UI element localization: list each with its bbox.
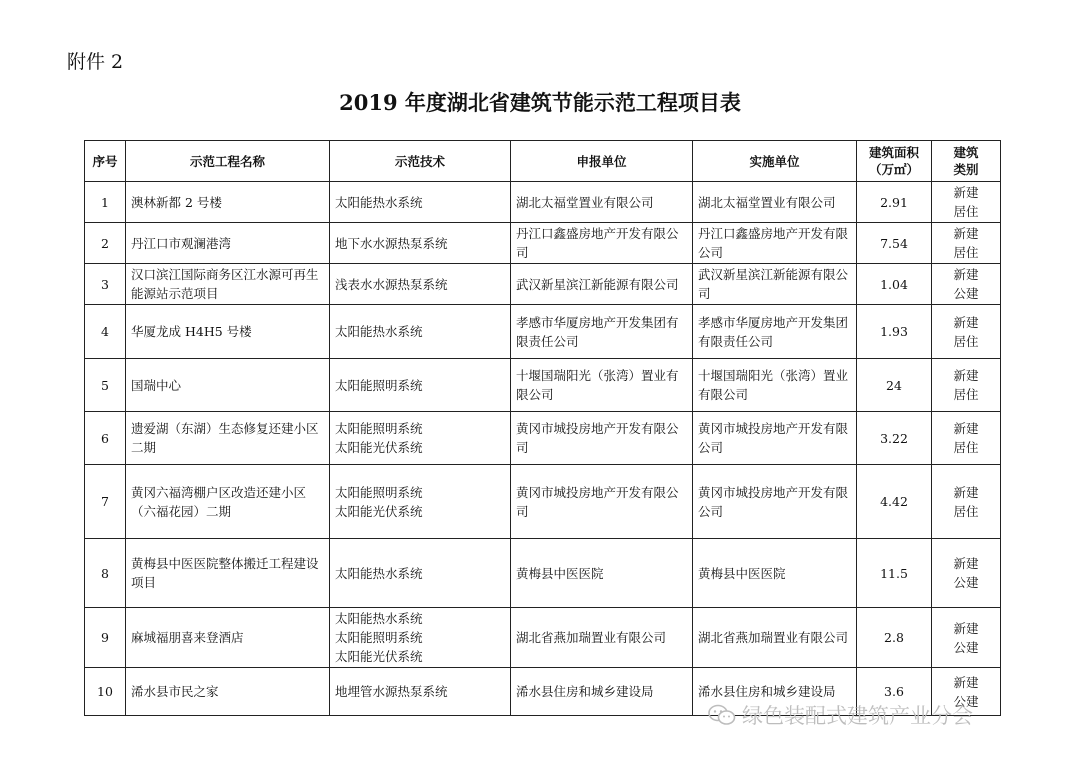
cell-area: 4.42 [857, 465, 932, 539]
col-header-type-line2: 类别 [953, 162, 979, 177]
cell-area: 1.93 [857, 305, 932, 359]
cell-implementer: 浠水县住房和城乡建设局 [693, 668, 857, 716]
cell-tech: 太阳能热水系统 [330, 182, 511, 223]
col-header-applicant: 申报单位 [511, 141, 693, 182]
cell-implementer: 孝感市华厦房地产开发集团有限责任公司 [693, 305, 857, 359]
cell-name: 黄冈六福湾棚户区改造还建小区（六福花园）二期 [126, 465, 330, 539]
project-table [84, 140, 1001, 716]
cell-no: 4 [85, 305, 126, 359]
cell-tech: 太阳能照明系统 [330, 359, 511, 412]
cell-implementer: 黄冈市城投房地产开发有限公司 [693, 465, 857, 539]
table-row [85, 223, 1001, 264]
cell-name: 黄梅县中医医院整体搬迁工程建设项目 [126, 539, 330, 608]
table-row [85, 539, 1001, 608]
cell-applicant: 黄冈市城投房地产开发有限公司 [511, 465, 693, 539]
page-title: 2019 年度湖北省建筑节能示范工程项目表 [339, 90, 741, 115]
cell-name: 浠水县市民之家 [126, 668, 330, 716]
cell-applicant: 黄冈市城投房地产开发有限公司 [511, 412, 693, 465]
cell-no: 2 [85, 223, 126, 264]
table-row [85, 359, 1001, 412]
watermark-text: 绿色装配式建筑产业分会 [742, 704, 973, 728]
cell-type: 新建 公建 [932, 264, 1001, 305]
cell-type: 新建 居住 [932, 412, 1001, 465]
cell-type: 新建 公建 [932, 608, 1001, 668]
cell-type: 新建 公建 [932, 539, 1001, 608]
cell-no: 5 [85, 359, 126, 412]
cell-name: 澳林新都 2 号楼 [126, 182, 330, 223]
cell-applicant: 浠水县住房和城乡建设局 [511, 668, 693, 716]
col-header-tech: 示范技术 [330, 141, 511, 182]
cell-tech: 太阳能照明系统 太阳能光伏系统 [330, 465, 511, 539]
cell-applicant: 孝感市华厦房地产开发集团有限责任公司 [511, 305, 693, 359]
cell-name: 国瑞中心 [126, 359, 330, 412]
col-header-no: 序号 [85, 141, 126, 182]
cell-type: 新建 居住 [932, 223, 1001, 264]
cell-implementer: 黄冈市城投房地产开发有限公司 [693, 412, 857, 465]
cell-name: 华厦龙成 H4H5 号楼 [126, 305, 330, 359]
cell-applicant: 湖北省燕加瑞置业有限公司 [511, 608, 693, 668]
cell-name: 汉口滨江国际商务区江水源可再生能源站示范项目 [126, 264, 330, 305]
cell-name: 麻城福朋喜来登酒店 [126, 608, 330, 668]
cell-tech: 地下水水源热泵系统 [330, 223, 511, 264]
table-row [85, 412, 1001, 465]
cell-area: 2.8 [857, 608, 932, 668]
cell-no: 3 [85, 264, 126, 305]
cell-applicant: 黄梅县中医医院 [511, 539, 693, 608]
cell-area: 2.91 [857, 182, 932, 223]
table-row [85, 182, 1001, 223]
cell-applicant: 武汉新星滨江新能源有限公司 [511, 264, 693, 305]
cell-no: 7 [85, 465, 126, 539]
table-header-row [85, 141, 1001, 182]
cell-tech: 太阳能热水系统 [330, 305, 511, 359]
col-header-implementer: 实施单位 [693, 141, 857, 182]
cell-implementer: 湖北太福堂置业有限公司 [693, 182, 857, 223]
cell-type: 新建 公建 [932, 668, 1001, 716]
table-row [85, 305, 1001, 359]
cell-tech: 浅表水水源热泵系统 [330, 264, 511, 305]
col-header-name: 示范工程名称 [126, 141, 330, 182]
cell-area: 24 [857, 359, 932, 412]
cell-tech: 地埋管水源热泵系统 [330, 668, 511, 716]
cell-name: 丹江口市观澜港湾 [126, 223, 330, 264]
cell-type: 新建 居住 [932, 359, 1001, 412]
cell-tech: 太阳能热水系统 [330, 539, 511, 608]
cell-area: 3.22 [857, 412, 932, 465]
cell-area: 3.6 [857, 668, 932, 716]
cell-applicant: 丹江口鑫盛房地产开发有限公司 [511, 223, 693, 264]
cell-area: 1.04 [857, 264, 932, 305]
cell-tech: 太阳能热水系统 太阳能照明系统 太阳能光伏系统 [330, 608, 511, 668]
table-row [85, 465, 1001, 539]
cell-implementer: 湖北省燕加瑞置业有限公司 [693, 608, 857, 668]
attachment-label: 附件 2 [67, 51, 124, 73]
table-row [85, 608, 1001, 668]
cell-applicant: 湖北太福堂置业有限公司 [511, 182, 693, 223]
col-header-area [857, 141, 932, 182]
cell-name: 遗爱湖（东湖）生态修复还建小区二期 [126, 412, 330, 465]
cell-tech: 太阳能照明系统 太阳能光伏系统 [330, 412, 511, 465]
cell-implementer: 黄梅县中医医院 [693, 539, 857, 608]
cell-area: 11.5 [857, 539, 932, 608]
col-header-area-line2: （万㎡） [868, 162, 919, 177]
watermark [708, 700, 973, 730]
wechat-icon [708, 704, 736, 726]
cell-implementer: 丹江口鑫盛房地产开发有限公司 [693, 223, 857, 264]
cell-implementer: 武汉新星滨江新能源有限公司 [693, 264, 857, 305]
col-header-area-line1: 建筑面积 [868, 145, 919, 160]
table-row [85, 264, 1001, 305]
cell-no: 6 [85, 412, 126, 465]
col-header-type [932, 141, 1001, 182]
cell-no: 8 [85, 539, 126, 608]
cell-type: 新建 居住 [932, 305, 1001, 359]
cell-no: 9 [85, 608, 126, 668]
cell-type: 新建 居住 [932, 465, 1001, 539]
cell-type: 新建 居住 [932, 182, 1001, 223]
cell-no: 10 [85, 668, 126, 716]
cell-applicant: 十堰国瑞阳光（张湾）置业有限公司 [511, 359, 693, 412]
cell-implementer: 十堰国瑞阳光（张湾）置业有限公司 [693, 359, 857, 412]
col-header-type-line1: 建筑 [953, 145, 979, 160]
cell-area: 7.54 [857, 223, 932, 264]
cell-no: 1 [85, 182, 126, 223]
